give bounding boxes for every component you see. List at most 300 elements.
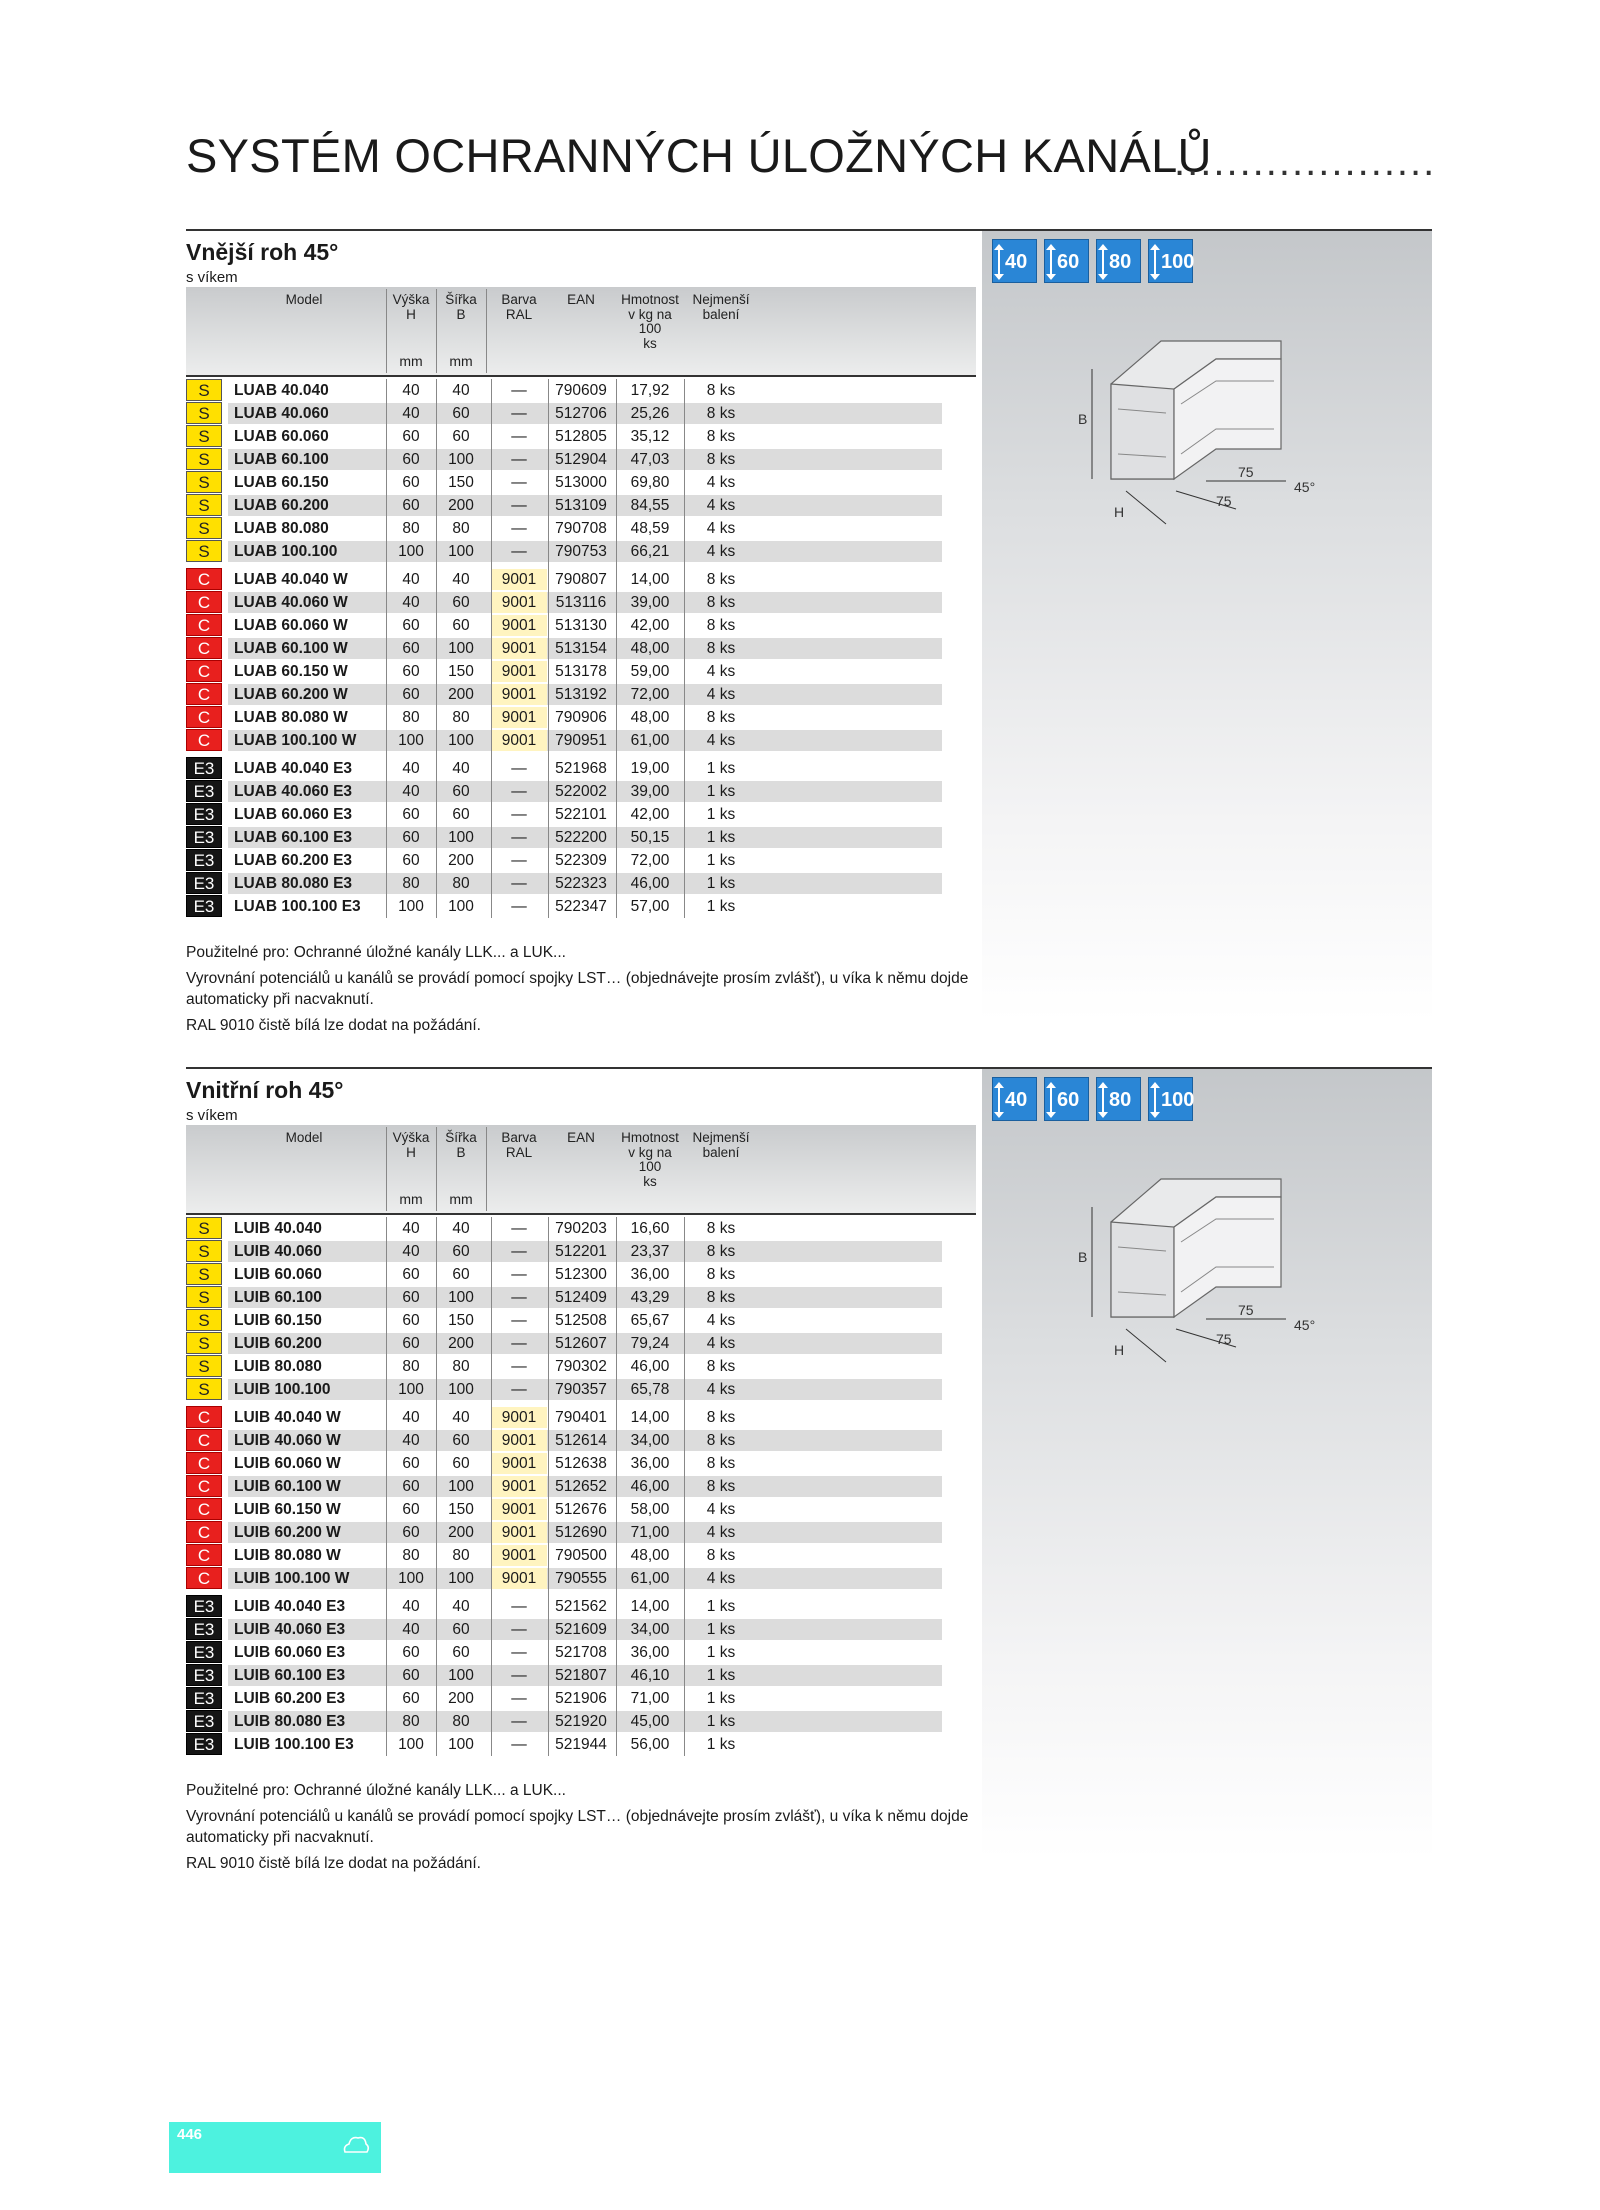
cell-ean: 522101	[555, 806, 607, 823]
table-row	[186, 1332, 946, 1355]
table-row	[186, 471, 946, 494]
cell-weight: 69,80	[630, 474, 670, 491]
cell-pack: 4 ks	[706, 1570, 736, 1587]
cell-pack: 8 ks	[706, 1409, 736, 1426]
height-arrow-icon	[998, 246, 1000, 278]
table-row	[186, 1217, 946, 1240]
column-header-width: Šířka B	[445, 292, 477, 322]
cell-model: LUAB 40.060 W	[234, 594, 348, 611]
type-badge: E3	[186, 1641, 222, 1663]
cell-ean: 790906	[555, 709, 607, 726]
cell-height: 60	[402, 852, 420, 869]
type-badge: C	[186, 683, 222, 705]
type-badge: S	[186, 1355, 222, 1377]
cell-ean: 790401	[555, 1409, 607, 1426]
cell-height: 80	[402, 1358, 420, 1375]
cell-weight: 57,00	[630, 898, 670, 915]
column-header-height: Výška H	[392, 1130, 430, 1160]
cell-model: LUIB 80.080	[234, 1358, 322, 1375]
cell-model: LUAB 40.040 W	[234, 571, 348, 588]
cell-color: —	[511, 451, 527, 468]
type-badge: E3	[186, 1595, 222, 1617]
cell-model: LUIB 40.040	[234, 1220, 322, 1237]
column-separator	[436, 379, 437, 918]
height-arrow-icon	[1154, 1084, 1156, 1116]
cell-ean: 790302	[555, 1358, 607, 1375]
cell-ean: 513109	[555, 497, 607, 514]
cell-model: LUIB 60.200 E3	[234, 1690, 346, 1707]
label-d1: 75	[1238, 1302, 1254, 1318]
cell-model: LUIB 60.150	[234, 1312, 322, 1329]
note-text: RAL 9010 čistě bílá lze dodat na požádání.	[186, 1017, 481, 1034]
note-text: Vyrovnání potenciálů u kanálů se provádí pomocí spojky LST… (objednávejte prosím zvlášť), u víka k němu dojde automaticky při nacvaknutí.	[186, 970, 969, 1008]
type-badge: C	[186, 1567, 222, 1589]
cell-ean: 512409	[555, 1289, 607, 1306]
cell-width: 100	[448, 732, 474, 749]
cell-width: 80	[452, 1547, 470, 1564]
type-badge: S	[186, 1378, 222, 1400]
cell-weight: 58,00	[630, 1501, 670, 1518]
type-badge: S	[186, 402, 222, 424]
cell-height: 100	[398, 732, 424, 749]
cell-pack: 8 ks	[706, 1358, 736, 1375]
cell-color: —	[511, 1690, 527, 1707]
size-badge-80: 80	[1096, 1077, 1141, 1121]
cell-color: —	[511, 1381, 527, 1398]
section-outer-corner	[186, 229, 1432, 1059]
cell-model: LUAB 60.100 W	[234, 640, 348, 657]
cell-ean: 790951	[555, 732, 607, 749]
cell-height: 60	[402, 1644, 420, 1661]
cell-ean: 522002	[555, 783, 607, 800]
cell-model: LUAB 80.080 E3	[234, 875, 353, 892]
cell-model: LUIB 40.060 E3	[234, 1621, 346, 1638]
table-row	[186, 1664, 946, 1687]
column-header-ean: EAN	[567, 1130, 595, 1145]
cell-width: 100	[448, 898, 474, 915]
cell-height: 100	[398, 1381, 424, 1398]
type-badge: S	[186, 1263, 222, 1285]
cell-pack: 8 ks	[706, 1547, 736, 1564]
section-title: Vnější roh 45°	[186, 239, 339, 265]
column-separator	[491, 379, 492, 918]
cell-color: 9001	[491, 615, 547, 636]
cell-ean: 512676	[555, 1501, 607, 1518]
cell-weight: 46,10	[630, 1667, 670, 1684]
cell-color: —	[511, 1621, 527, 1638]
cell-ean: 513154	[555, 640, 607, 657]
type-badge: S	[186, 494, 222, 516]
table-header	[186, 287, 976, 375]
cell-width: 60	[452, 405, 470, 422]
type-badge: S	[186, 1240, 222, 1262]
table-row	[186, 1710, 946, 1733]
column-header-height: Výška H	[392, 292, 430, 322]
cell-color: —	[511, 783, 527, 800]
cell-width: 80	[452, 875, 470, 892]
size-badge-40: 40	[992, 239, 1037, 283]
cell-pack: 1 ks	[706, 829, 736, 846]
cell-model: LUIB 60.200 W	[234, 1524, 341, 1541]
note-text: Vyrovnání potenciálů u kanálů se provádí pomocí spojky LST… (objednávejte prosím zvlášť), u víka k němu dojde automaticky při nacvaknutí.	[186, 1808, 969, 1846]
cell-height: 40	[402, 571, 420, 588]
type-badge: E3	[186, 849, 222, 871]
cell-weight: 14,00	[630, 571, 670, 588]
label-b: B	[1078, 1249, 1088, 1265]
cell-color: —	[511, 1312, 527, 1329]
cell-model: LUIB 100.100	[234, 1381, 331, 1398]
cell-ean: 513116	[555, 594, 607, 611]
cell-color: 9001	[491, 684, 547, 705]
cell-weight: 36,00	[630, 1455, 670, 1472]
cell-model: LUIB 60.060 W	[234, 1455, 341, 1472]
unit-label-h: mm	[399, 1191, 423, 1207]
cell-color: —	[511, 852, 527, 869]
cell-weight: 42,00	[630, 617, 670, 634]
cell-pack: 1 ks	[706, 898, 736, 915]
type-badge: E3	[186, 1710, 222, 1732]
cell-width: 100	[448, 1736, 474, 1753]
cell-height: 40	[402, 783, 420, 800]
cell-width: 60	[452, 594, 470, 611]
cell-model: LUIB 100.100 E3	[234, 1736, 354, 1753]
type-badge: E3	[186, 1687, 222, 1709]
title-dots: ....................	[1174, 140, 1437, 184]
cell-ean: 512706	[555, 405, 607, 422]
cell-width: 60	[452, 1432, 470, 1449]
cell-height: 60	[402, 663, 420, 680]
column-separator	[548, 379, 549, 918]
cell-weight: 71,00	[630, 1524, 670, 1541]
cell-model: LUIB 40.060 W	[234, 1432, 341, 1449]
type-badge: S	[186, 1286, 222, 1308]
cell-pack: 8 ks	[706, 451, 736, 468]
type-badge: E3	[186, 757, 222, 779]
label-angle: 45°	[1294, 479, 1316, 495]
section-title: Vnitřní roh 45°	[186, 1077, 344, 1103]
cell-height: 100	[398, 1736, 424, 1753]
cell-weight: 14,00	[630, 1598, 670, 1615]
cell-height: 100	[398, 1570, 424, 1587]
cell-weight: 36,00	[630, 1266, 670, 1283]
cell-ean: 512300	[555, 1266, 607, 1283]
cell-width: 200	[448, 686, 474, 703]
cell-width: 200	[448, 852, 474, 869]
cell-pack: 8 ks	[706, 617, 736, 634]
table-row	[186, 757, 946, 780]
height-arrow-icon	[1154, 246, 1156, 278]
corner-drawing	[1066, 1167, 1406, 1367]
table-row	[186, 1595, 946, 1618]
cell-width: 60	[452, 806, 470, 823]
header-rule	[186, 375, 976, 377]
table-row	[186, 849, 946, 872]
type-badge: C	[186, 1498, 222, 1520]
column-header-color: Barva RAL	[501, 1130, 537, 1160]
cell-color: —	[511, 497, 527, 514]
cell-height: 40	[402, 1220, 420, 1237]
cell-ean: 521944	[555, 1736, 607, 1753]
cell-weight: 46,00	[630, 1358, 670, 1375]
cell-weight: 46,00	[630, 875, 670, 892]
type-badge: S	[186, 448, 222, 470]
type-badge: C	[186, 568, 222, 590]
cell-pack: 8 ks	[706, 1220, 736, 1237]
type-badge: C	[186, 706, 222, 728]
cell-pack: 4 ks	[706, 1501, 736, 1518]
height-arrow-icon	[1050, 246, 1052, 278]
type-badge: C	[186, 1544, 222, 1566]
cell-color: 9001	[491, 1407, 547, 1428]
cell-height: 60	[402, 451, 420, 468]
section-subtitle: s víkem	[186, 1107, 238, 1124]
cell-color: —	[511, 806, 527, 823]
cell-width: 40	[452, 760, 470, 777]
type-badge: S	[186, 471, 222, 493]
size-badge-100: 100	[1148, 1077, 1193, 1121]
type-badge: E3	[186, 780, 222, 802]
column-header-pack: Nejmenší balení	[692, 292, 750, 322]
cell-ean: 522347	[555, 898, 607, 915]
cell-weight: 48,59	[630, 520, 670, 537]
cell-ean: 513000	[555, 474, 607, 491]
cell-model: LUAB 80.080 W	[234, 709, 348, 726]
column-separator	[684, 1217, 685, 1756]
cell-color: 9001	[491, 1499, 547, 1520]
cell-color: —	[511, 898, 527, 915]
cell-pack: 8 ks	[706, 1266, 736, 1283]
cell-width: 40	[452, 382, 470, 399]
cell-model: LUIB 60.060	[234, 1266, 322, 1283]
label-h: H	[1114, 1342, 1125, 1358]
cell-pack: 4 ks	[706, 474, 736, 491]
table-row	[186, 1641, 946, 1664]
cell-color: —	[511, 474, 527, 491]
cell-color: —	[511, 382, 527, 399]
cell-ean: 521920	[555, 1713, 607, 1730]
cell-color: —	[511, 1335, 527, 1352]
cell-height: 80	[402, 520, 420, 537]
type-badge: C	[186, 660, 222, 682]
column-separator	[386, 1217, 387, 1756]
cell-pack: 4 ks	[706, 543, 736, 560]
cell-height: 60	[402, 1289, 420, 1306]
cell-ean: 512690	[555, 1524, 607, 1541]
cell-ean: 512201	[555, 1243, 607, 1260]
cell-ean: 522323	[555, 875, 607, 892]
cell-pack: 4 ks	[706, 1335, 736, 1352]
cell-model: LUAB 40.040	[234, 382, 329, 399]
cell-ean: 512508	[555, 1312, 607, 1329]
cell-pack: 8 ks	[706, 594, 736, 611]
cell-model: LUIB 60.150 W	[234, 1501, 341, 1518]
table-row	[186, 1263, 946, 1286]
cell-weight: 16,60	[630, 1220, 670, 1237]
cell-model: LUAB 60.150	[234, 474, 329, 491]
cell-pack: 8 ks	[706, 709, 736, 726]
cell-width: 60	[452, 1243, 470, 1260]
cell-height: 80	[402, 1713, 420, 1730]
cell-color: 9001	[491, 569, 547, 590]
cell-height: 60	[402, 1312, 420, 1329]
cell-ean: 513192	[555, 686, 607, 703]
cell-height: 60	[402, 428, 420, 445]
cell-color: —	[511, 1598, 527, 1615]
cell-ean: 513130	[555, 617, 607, 634]
cell-height: 60	[402, 1501, 420, 1518]
cell-color: —	[511, 520, 527, 537]
table-row	[186, 1498, 946, 1521]
cell-model: LUIB 60.100	[234, 1289, 322, 1306]
cell-color: 9001	[491, 707, 547, 728]
table-row	[186, 1521, 946, 1544]
cell-width: 80	[452, 1713, 470, 1730]
cell-color: 9001	[491, 1453, 547, 1474]
cell-pack: 1 ks	[706, 1713, 736, 1730]
cell-ean: 522200	[555, 829, 607, 846]
cell-weight: 79,24	[630, 1335, 670, 1352]
cell-height: 60	[402, 806, 420, 823]
cell-pack: 1 ks	[706, 1690, 736, 1707]
cell-height: 60	[402, 497, 420, 514]
table-row	[186, 1378, 946, 1401]
cell-height: 60	[402, 829, 420, 846]
type-badge: E3	[186, 895, 222, 917]
cell-height: 80	[402, 875, 420, 892]
height-arrow-icon	[998, 1084, 1000, 1116]
header-rule	[186, 1213, 976, 1215]
cell-width: 100	[448, 829, 474, 846]
cell-color: —	[511, 1667, 527, 1684]
cell-height: 40	[402, 1409, 420, 1426]
cell-width: 200	[448, 1690, 474, 1707]
type-badge: S	[186, 540, 222, 562]
type-badge: E3	[186, 803, 222, 825]
cell-pack: 8 ks	[706, 640, 736, 657]
corner-drawing	[1066, 329, 1406, 529]
cell-pack: 1 ks	[706, 875, 736, 892]
cell-width: 100	[448, 1289, 474, 1306]
cell-height: 60	[402, 1335, 420, 1352]
notes	[186, 942, 986, 1041]
cell-ean: 522309	[555, 852, 607, 869]
table-row	[186, 494, 946, 517]
cell-weight: 36,00	[630, 1644, 670, 1661]
column-header-weight: Hmotnost v kg na 100 ks	[621, 292, 679, 351]
cell-pack: 1 ks	[706, 1736, 736, 1753]
table-row	[186, 1309, 946, 1332]
cell-model: LUAB 60.100 E3	[234, 829, 353, 846]
cell-weight: 48,00	[630, 709, 670, 726]
label-angle: 45°	[1294, 1317, 1316, 1333]
cell-weight: 19,00	[630, 760, 670, 777]
cell-color: —	[511, 1644, 527, 1661]
cell-pack: 1 ks	[706, 1598, 736, 1615]
column-separator	[386, 379, 387, 918]
cell-width: 80	[452, 709, 470, 726]
cell-weight: 34,00	[630, 1621, 670, 1638]
cell-pack: 4 ks	[706, 497, 736, 514]
column-header-color: Barva RAL	[501, 292, 537, 322]
cell-pack: 8 ks	[706, 1243, 736, 1260]
cell-width: 150	[448, 663, 474, 680]
cell-height: 40	[402, 1243, 420, 1260]
cell-model: LUAB 100.100	[234, 543, 338, 560]
table-row	[186, 517, 946, 540]
cell-weight: 61,00	[630, 732, 670, 749]
label-d2: 75	[1216, 1331, 1232, 1347]
cell-model: LUAB 60.100	[234, 451, 329, 468]
label-h: H	[1114, 504, 1125, 520]
column-separator	[548, 1217, 549, 1756]
page-title: SYSTÉM OCHRANNÝCH ÚLOŽNÝCH KANÁLŮ	[186, 129, 1212, 182]
table-row	[186, 1687, 946, 1710]
cell-model: LUIB 80.080 E3	[234, 1713, 346, 1730]
table-row	[186, 706, 946, 729]
cell-pack: 8 ks	[706, 405, 736, 422]
column-header-model: Model	[285, 1130, 323, 1145]
cell-model: LUAB 60.200 E3	[234, 852, 353, 869]
cell-width: 60	[452, 428, 470, 445]
cell-pack: 1 ks	[706, 1621, 736, 1638]
column-header-ean: EAN	[567, 292, 595, 307]
cell-weight: 48,00	[630, 640, 670, 657]
cell-height: 60	[402, 1266, 420, 1283]
type-badge: S	[186, 425, 222, 447]
cell-height: 40	[402, 405, 420, 422]
cell-ean: 521562	[555, 1598, 607, 1615]
cell-width: 100	[448, 1381, 474, 1398]
table-row	[186, 540, 946, 563]
type-badge: S	[186, 517, 222, 539]
table-row	[186, 448, 946, 471]
type-badge: C	[186, 1406, 222, 1428]
cell-pack: 8 ks	[706, 428, 736, 445]
table-header	[186, 1125, 976, 1213]
cell-height: 40	[402, 382, 420, 399]
cell-ean: 521807	[555, 1667, 607, 1684]
cell-pack: 8 ks	[706, 571, 736, 588]
cell-color: —	[511, 1220, 527, 1237]
cell-pack: 8 ks	[706, 1455, 736, 1472]
cell-color: 9001	[491, 730, 547, 751]
table-row	[186, 895, 946, 918]
table-row	[186, 637, 946, 660]
cell-model: LUIB 40.040 E3	[234, 1598, 346, 1615]
cell-color: —	[511, 428, 527, 445]
cell-weight: 17,92	[630, 382, 670, 399]
type-badge: E3	[186, 1618, 222, 1640]
cell-height: 60	[402, 640, 420, 657]
cell-pack: 8 ks	[706, 1289, 736, 1306]
cell-model: LUAB 60.060	[234, 428, 329, 445]
cell-pack: 4 ks	[706, 686, 736, 703]
cell-height: 40	[402, 594, 420, 611]
cell-height: 40	[402, 760, 420, 777]
table-row	[186, 803, 946, 826]
section-subtitle: s víkem	[186, 269, 238, 286]
cell-ean: 512904	[555, 451, 607, 468]
column-header-pack: Nejmenší balení	[692, 1130, 750, 1160]
cell-ean: 790203	[555, 1220, 607, 1237]
cell-color: —	[511, 405, 527, 422]
cell-weight: 56,00	[630, 1736, 670, 1753]
unit-label-b: mm	[449, 1191, 473, 1207]
cell-height: 60	[402, 617, 420, 634]
table-row	[186, 1452, 946, 1475]
note-text: Použitelné pro: Ochranné úložné kanály LLK... a LUK...	[186, 944, 566, 961]
type-badge: S	[186, 379, 222, 401]
